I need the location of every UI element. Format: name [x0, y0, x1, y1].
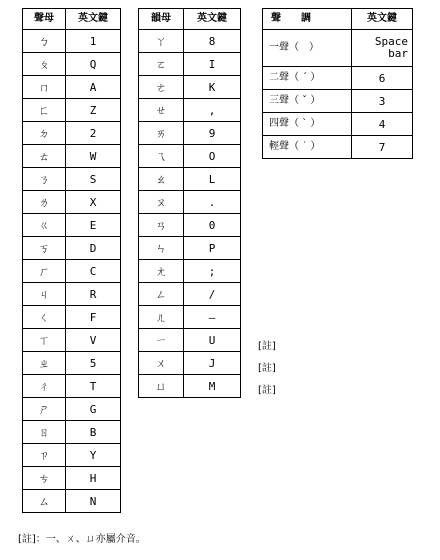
keyboard-key: P	[184, 237, 241, 260]
keyboard-key: O	[184, 145, 241, 168]
keyboard-key: 0	[184, 214, 241, 237]
table-row	[139, 237, 241, 260]
phonetic-symbol: ㄅ	[23, 30, 66, 53]
phonetic-symbol: ㄉ	[23, 122, 66, 145]
keyboard-key: /	[184, 283, 241, 306]
phonetic-symbol: 四聲（ ˋ ）	[263, 113, 352, 136]
phonetic-symbol: ㄝ	[139, 99, 184, 122]
keyboard-key: R	[66, 283, 121, 306]
phonetic-symbol: ㄤ	[139, 260, 184, 283]
table-row	[23, 145, 121, 168]
table-row	[139, 168, 241, 191]
keyboard-key: I	[184, 53, 241, 76]
initials-table	[22, 8, 121, 513]
note-marker: [註]	[258, 385, 276, 396]
table-row	[139, 283, 241, 306]
keyboard-key: 5	[66, 352, 121, 375]
keyboard-key: G	[66, 398, 121, 421]
phonetic-symbol: ㄖ	[23, 421, 66, 444]
note-marker: [註]	[258, 341, 276, 352]
keyboard-key: J	[184, 352, 241, 375]
table-row	[139, 214, 241, 237]
table-row	[263, 30, 413, 67]
phonetic-symbol: ㄙ	[23, 490, 66, 513]
phonetic-symbol: ㄇ	[23, 76, 66, 99]
phonetic-symbol: ㄆ	[23, 53, 66, 76]
table-row	[139, 122, 241, 145]
table-header-row	[139, 9, 241, 30]
table-row	[23, 444, 121, 467]
phonetic-symbol: ㄐ	[23, 283, 66, 306]
phonetic-symbol: ㄗ	[23, 444, 66, 467]
tones-table	[262, 8, 413, 159]
column-header: 英文鍵	[66, 9, 121, 30]
keyboard-key: ,	[184, 99, 241, 122]
phonetic-symbol: ㄍ	[23, 214, 66, 237]
keyboard-key: B	[66, 421, 121, 444]
phonetic-symbol: ㄌ	[23, 191, 66, 214]
phonetic-symbol: ㄘ	[23, 467, 66, 490]
keyboard-key: U	[184, 329, 241, 352]
table-row	[23, 122, 121, 145]
keyboard-key: N	[66, 490, 121, 513]
table-row	[139, 260, 241, 283]
table-row	[23, 306, 121, 329]
keyboard-key: L	[184, 168, 241, 191]
phonetic-symbol: ㄦ	[139, 306, 184, 329]
keyboard-key: 8	[184, 30, 241, 53]
keyboard-key: F	[66, 306, 121, 329]
phonetic-symbol: ㄩ	[139, 375, 184, 398]
column-header: 聲母	[23, 9, 66, 30]
keyboard-key: X	[66, 191, 121, 214]
keyboard-key: V	[66, 329, 121, 352]
phonetic-symbol: ㄜ	[139, 76, 184, 99]
phonetic-symbol: ㄣ	[139, 237, 184, 260]
column-header: 韻母	[139, 9, 184, 30]
table-row	[23, 76, 121, 99]
table-row	[23, 260, 121, 283]
keyboard-key: E	[66, 214, 121, 237]
table-row	[139, 30, 241, 53]
keyboard-key: K	[184, 76, 241, 99]
phonetic-symbol: 輕聲（ ˙ ）	[263, 136, 352, 159]
column-header: 英文鍵	[184, 9, 241, 30]
phonetic-symbol: ㄔ	[23, 375, 66, 398]
keyboard-key: 7	[352, 136, 413, 159]
phonetic-symbol: ㄒ	[23, 329, 66, 352]
keyboard-key: Y	[66, 444, 121, 467]
table-row	[23, 375, 121, 398]
table-row	[23, 53, 121, 76]
phonetic-symbol: ㄋ	[23, 168, 66, 191]
phonetic-symbol: ㄏ	[23, 260, 66, 283]
table-row	[23, 490, 121, 513]
table-row	[263, 67, 413, 90]
keyboard-key: 6	[352, 67, 413, 90]
keyboard-key: W	[66, 145, 121, 168]
phonetic-symbol: ㄈ	[23, 99, 66, 122]
keyboard-key: T	[66, 375, 121, 398]
keyboard-key: ;	[184, 260, 241, 283]
keyboard-key: Q	[66, 53, 121, 76]
phonetic-symbol: ㄑ	[23, 306, 66, 329]
table-row	[23, 329, 121, 352]
table-row	[23, 214, 121, 237]
table-row	[23, 421, 121, 444]
phonetic-symbol: ㄡ	[139, 191, 184, 214]
phonetic-symbol: ㄞ	[139, 122, 184, 145]
column-header: 英文鍵	[352, 9, 413, 30]
table-row	[139, 145, 241, 168]
phonetic-symbol: ㄚ	[139, 30, 184, 53]
phonetic-symbol: ㄠ	[139, 168, 184, 191]
phonetic-symbol: ㄨ	[139, 352, 184, 375]
keyboard-key: Space bar	[352, 30, 413, 67]
keyboard-key: A	[66, 76, 121, 99]
table-header-row	[263, 9, 413, 30]
keyboard-key: 9	[184, 122, 241, 145]
keyboard-key: —	[184, 306, 241, 329]
note-marker: [註]	[258, 363, 276, 374]
table-row	[139, 53, 241, 76]
keyboard-key: S	[66, 168, 121, 191]
table-row	[263, 113, 413, 136]
table-row	[23, 99, 121, 122]
keyboard-key: 4	[352, 113, 413, 136]
table-row	[23, 398, 121, 421]
table-row	[23, 467, 121, 490]
phonetic-symbol: ㄥ	[139, 283, 184, 306]
phonetic-symbol: ㄢ	[139, 214, 184, 237]
finals-table	[138, 8, 241, 398]
table-row	[263, 136, 413, 159]
table-row	[139, 329, 241, 352]
keyboard-key: C	[66, 260, 121, 283]
phonetic-symbol: ㄟ	[139, 145, 184, 168]
keyboard-key: M	[184, 375, 241, 398]
phonetic-symbol: 一聲（ ）	[263, 30, 352, 67]
table-row	[139, 352, 241, 375]
keyboard-key: 3	[352, 90, 413, 113]
table-row	[23, 30, 121, 53]
keyboard-key: H	[66, 467, 121, 490]
table-row	[23, 168, 121, 191]
keyboard-key: D	[66, 237, 121, 260]
keyboard-key: Z	[66, 99, 121, 122]
phonetic-symbol: ㄛ	[139, 53, 184, 76]
table-row	[139, 375, 241, 398]
phonetic-symbol: ㄕ	[23, 398, 66, 421]
table-row	[23, 283, 121, 306]
phonetic-symbol: ㄎ	[23, 237, 66, 260]
footnote: [註]：一、ㄨ、ㄩ亦屬介音。	[18, 534, 146, 545]
table-row	[139, 191, 241, 214]
keyboard-key: .	[184, 191, 241, 214]
phonetic-symbol: ㄧ	[139, 329, 184, 352]
table-header-row	[23, 9, 121, 30]
table-row	[23, 237, 121, 260]
table-row	[263, 90, 413, 113]
table-row	[139, 76, 241, 99]
table-row	[23, 191, 121, 214]
phonetic-symbol: 三聲（ ˇ ）	[263, 90, 352, 113]
table-row	[23, 352, 121, 375]
table-row	[139, 306, 241, 329]
column-header: 聲 調	[263, 9, 352, 30]
keyboard-key: 2	[66, 122, 121, 145]
table-row	[139, 99, 241, 122]
phonetic-symbol: 二聲（ ˊ ）	[263, 67, 352, 90]
keyboard-key: 1	[66, 30, 121, 53]
phonetic-symbol: ㄊ	[23, 145, 66, 168]
phonetic-symbol: ㄓ	[23, 352, 66, 375]
